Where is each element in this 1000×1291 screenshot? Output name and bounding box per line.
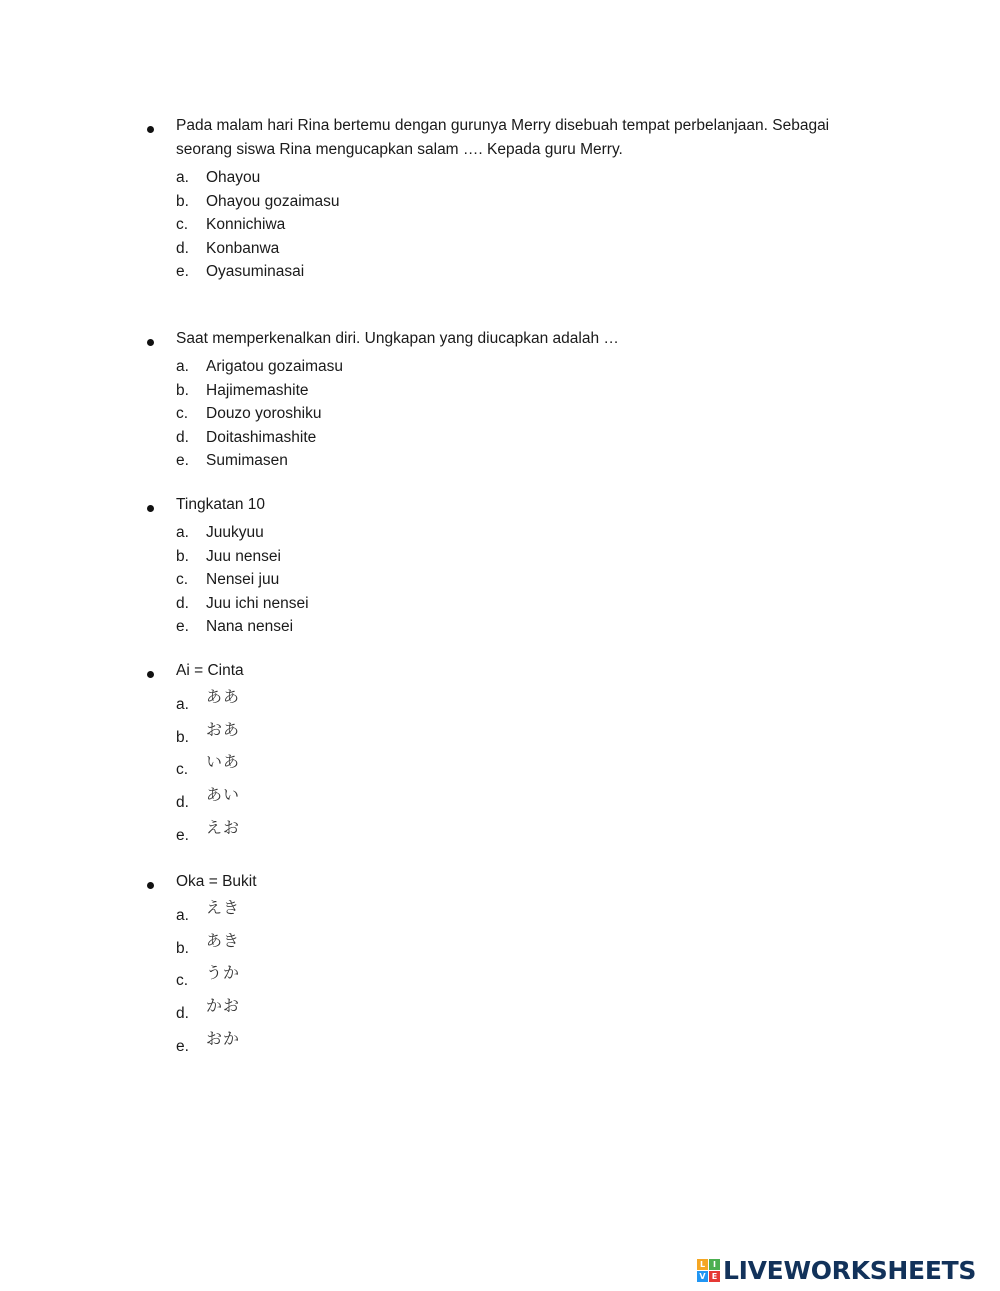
- question-1: [0, 118, 1000, 284]
- question-3-line-1: [0, 497, 1000, 521]
- option-letter: b.: [176, 381, 189, 399]
- option-text: Konnichiwa: [206, 216, 286, 234]
- logo-letter-e: E: [709, 1271, 720, 1282]
- option-text: Nensei juu: [206, 571, 280, 589]
- bullet-icon: [147, 882, 154, 889]
- option-e[interactable]: [0, 449, 1000, 473]
- question-3: [0, 497, 1000, 639]
- question-5-line-1: [0, 874, 1000, 898]
- option-text: あい: [206, 785, 241, 805]
- bullet-icon: [147, 671, 154, 678]
- option-c[interactable]: [0, 402, 1000, 426]
- option-c[interactable]: [0, 213, 1000, 237]
- option-text: かお: [206, 996, 241, 1016]
- option-letter: d.: [176, 794, 189, 812]
- option-text: Nana nensei: [206, 618, 294, 636]
- option-text: Sumimasen: [206, 452, 288, 470]
- option-a[interactable]: [0, 355, 1000, 379]
- bullet-icon: [147, 126, 154, 133]
- option-d[interactable]: [0, 592, 1000, 616]
- option-e[interactable]: [0, 260, 1000, 284]
- option-text: Ohayou: [206, 169, 261, 186]
- option-list: [0, 355, 1000, 473]
- option-text: いあ: [206, 752, 241, 772]
- question-2: [0, 331, 1000, 473]
- option-letter: a.: [176, 907, 189, 924]
- option-text: Hajimemashite: [206, 381, 309, 399]
- option-b[interactable]: [0, 379, 1000, 403]
- option-c[interactable]: [0, 568, 1000, 592]
- option-letter: e.: [176, 618, 189, 636]
- option-d[interactable]: [0, 426, 1000, 450]
- option-letter: d.: [176, 428, 189, 446]
- option-list: [0, 898, 1000, 1061]
- option-text: Konbanwa: [206, 239, 280, 257]
- question-text: Saat memperkenalkan diri. Ungkapan yang diucapkan adalah …: [176, 330, 619, 347]
- option-c[interactable]: [0, 963, 1000, 996]
- option-letter: c.: [176, 761, 189, 779]
- option-letter: a.: [176, 696, 189, 713]
- option-a[interactable]: [0, 521, 1000, 545]
- option-e[interactable]: [0, 818, 1000, 851]
- option-b[interactable]: [0, 720, 1000, 753]
- logo-letter-l: L: [697, 1259, 708, 1270]
- option-b[interactable]: [0, 545, 1000, 569]
- question-2-line-1: [0, 331, 1000, 355]
- option-b[interactable]: [0, 931, 1000, 964]
- option-a[interactable]: [0, 166, 1000, 190]
- question-text: Oka = Bukit: [176, 873, 257, 890]
- option-text: うか: [206, 963, 241, 983]
- option-text: えき: [206, 898, 241, 917]
- question-4: [0, 663, 1000, 850]
- option-text: Juukyuu: [206, 524, 264, 541]
- option-b[interactable]: [0, 190, 1000, 214]
- brand-name: LIVEWORKSHEETS: [723, 1255, 977, 1285]
- option-text: おあ: [206, 719, 241, 739]
- question-text: Tingkatan 10: [176, 496, 266, 513]
- option-a[interactable]: [0, 898, 1000, 931]
- option-d[interactable]: [0, 785, 1000, 818]
- option-e[interactable]: [0, 615, 1000, 639]
- option-c[interactable]: [0, 752, 1000, 785]
- option-letter: c.: [176, 571, 189, 589]
- option-letter: d.: [176, 594, 189, 612]
- option-list: [0, 687, 1000, 850]
- question-1-line-2: [0, 142, 1000, 166]
- option-letter: d.: [176, 239, 189, 257]
- liveworksheets-logo: [697, 1255, 976, 1285]
- bullet-icon: [147, 505, 154, 512]
- option-letter: e.: [176, 263, 189, 281]
- question-text: seorang siswa Rina mengucapkan salam …. Kepada guru Merry.: [176, 141, 623, 158]
- option-text: Douzo yoroshiku: [206, 405, 322, 423]
- option-text: えお: [206, 817, 241, 837]
- option-text: Doitashimashite: [206, 428, 317, 446]
- option-letter: e.: [176, 452, 189, 470]
- question-text: Ai = Cinta: [176, 662, 244, 679]
- brand-logo-icon: [697, 1259, 720, 1282]
- option-text: おか: [206, 1028, 241, 1048]
- logo-letter-i: I: [709, 1259, 720, 1270]
- option-e[interactable]: [0, 1029, 1000, 1062]
- option-text: Juu nensei: [206, 547, 281, 565]
- bullet-icon: [147, 339, 154, 346]
- option-text: ああ: [206, 687, 241, 706]
- option-letter: b.: [176, 939, 189, 957]
- option-letter: e.: [176, 826, 189, 844]
- option-letter: a.: [176, 524, 189, 541]
- option-list: [0, 521, 1000, 639]
- option-letter: b.: [176, 547, 189, 565]
- option-letter: d.: [176, 1005, 189, 1023]
- question-4-line-1: [0, 663, 1000, 687]
- option-text: Arigatou gozaimasu: [206, 358, 343, 375]
- option-letter: c.: [176, 972, 189, 990]
- option-letter: e.: [176, 1037, 189, 1055]
- question-text: Pada malam hari Rina bertemu dengan gurunya Merry disebuah tempat perbelanjaan. Sebagai: [176, 117, 830, 134]
- option-text: Oyasuminasai: [206, 263, 305, 281]
- option-letter: b.: [176, 192, 189, 210]
- option-text: Juu ichi nensei: [206, 594, 309, 612]
- option-d[interactable]: [0, 237, 1000, 261]
- option-letter: c.: [176, 216, 189, 234]
- option-text: あき: [206, 930, 241, 950]
- option-letter: b.: [176, 728, 189, 746]
- question-5: [0, 874, 1000, 1061]
- logo-letter-v: V: [697, 1271, 708, 1282]
- option-a[interactable]: [0, 687, 1000, 720]
- option-text: Ohayou gozaimasu: [206, 192, 340, 210]
- option-letter: a.: [176, 169, 189, 186]
- option-list: [0, 166, 1000, 284]
- option-letter: a.: [176, 358, 189, 375]
- option-letter: c.: [176, 405, 189, 423]
- option-d[interactable]: [0, 996, 1000, 1029]
